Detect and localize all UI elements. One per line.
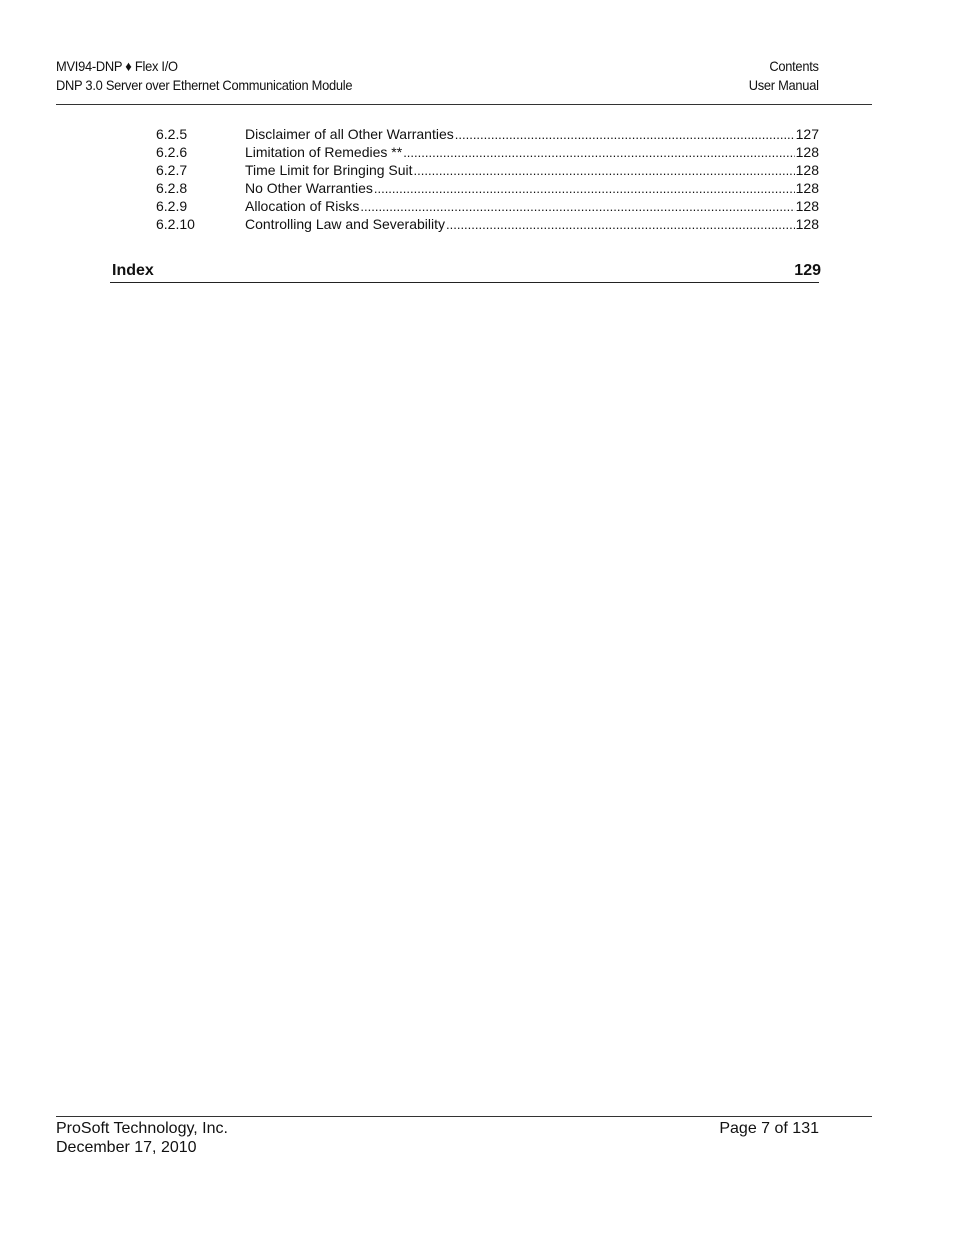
toc-entry-title: Time Limit for Bringing Suit	[245, 162, 413, 178]
toc-dot-leader	[374, 180, 795, 198]
toc-entry-page: 128	[795, 162, 819, 178]
footer-company: ProSoft Technology, Inc.	[56, 1120, 228, 1137]
header-divider	[56, 104, 872, 105]
footer-row-2	[56, 1138, 819, 1157]
toc-index-entry[interactable]	[110, 261, 819, 283]
footer-page-number: Page 7 of 131	[719, 1120, 819, 1137]
page-header	[56, 57, 819, 95]
toc-entry-title: Disclaimer of all Other Warranties	[245, 126, 454, 142]
toc-entry-number: 6.2.6	[156, 144, 188, 160]
header-product-title: MVI94-DNP ♦ Flex I/O	[56, 58, 178, 74]
toc-entry[interactable]	[156, 215, 819, 233]
toc-entry-title: No Other Warranties	[245, 180, 373, 196]
toc-entry[interactable]	[156, 179, 819, 197]
toc-dot-leader	[360, 198, 794, 216]
header-document-type: User Manual	[748, 77, 819, 93]
toc-entry[interactable]	[156, 197, 819, 215]
toc-entry-page: 128	[795, 216, 819, 232]
toc-entry[interactable]	[156, 161, 819, 179]
page-footer	[56, 1119, 819, 1157]
toc-entry-number: 6.2.9	[156, 198, 188, 214]
toc-dot-leader	[403, 144, 794, 162]
header-row-1	[56, 57, 819, 76]
toc-dot-leader	[455, 126, 795, 144]
toc-entry-title: Allocation of Risks	[245, 198, 360, 214]
toc-dot-leader	[414, 162, 795, 180]
toc-entry-title: Limitation of Remedies **	[245, 144, 403, 160]
toc-dot-leader	[446, 216, 795, 234]
toc-entry-page: 128	[795, 198, 819, 214]
toc-entry-title: Controlling Law and Severability	[245, 216, 445, 232]
table-of-contents	[156, 125, 819, 233]
toc-entry-page: 127	[795, 126, 819, 142]
footer-divider	[56, 1116, 872, 1117]
toc-entry[interactable]	[156, 125, 819, 143]
footer-row-1	[56, 1119, 819, 1138]
footer-date: December 17, 2010	[56, 1139, 197, 1156]
toc-entry-page: 128	[795, 144, 819, 160]
header-section-name: Contents	[769, 58, 819, 74]
toc-index-title: Index	[112, 262, 154, 279]
toc-entry-number: 6.2.8	[156, 180, 188, 196]
toc-entry-number: 6.2.10	[156, 216, 195, 232]
toc-entry-number: 6.2.7	[156, 162, 188, 178]
header-row-2	[56, 76, 819, 95]
toc-entry-page: 128	[795, 180, 819, 196]
toc-entry-number: 6.2.5	[156, 126, 188, 142]
toc-entry[interactable]	[156, 143, 819, 161]
toc-index-page: 129	[794, 262, 821, 279]
header-product-subtitle: DNP 3.0 Server over Ethernet Communication Module	[56, 77, 353, 93]
